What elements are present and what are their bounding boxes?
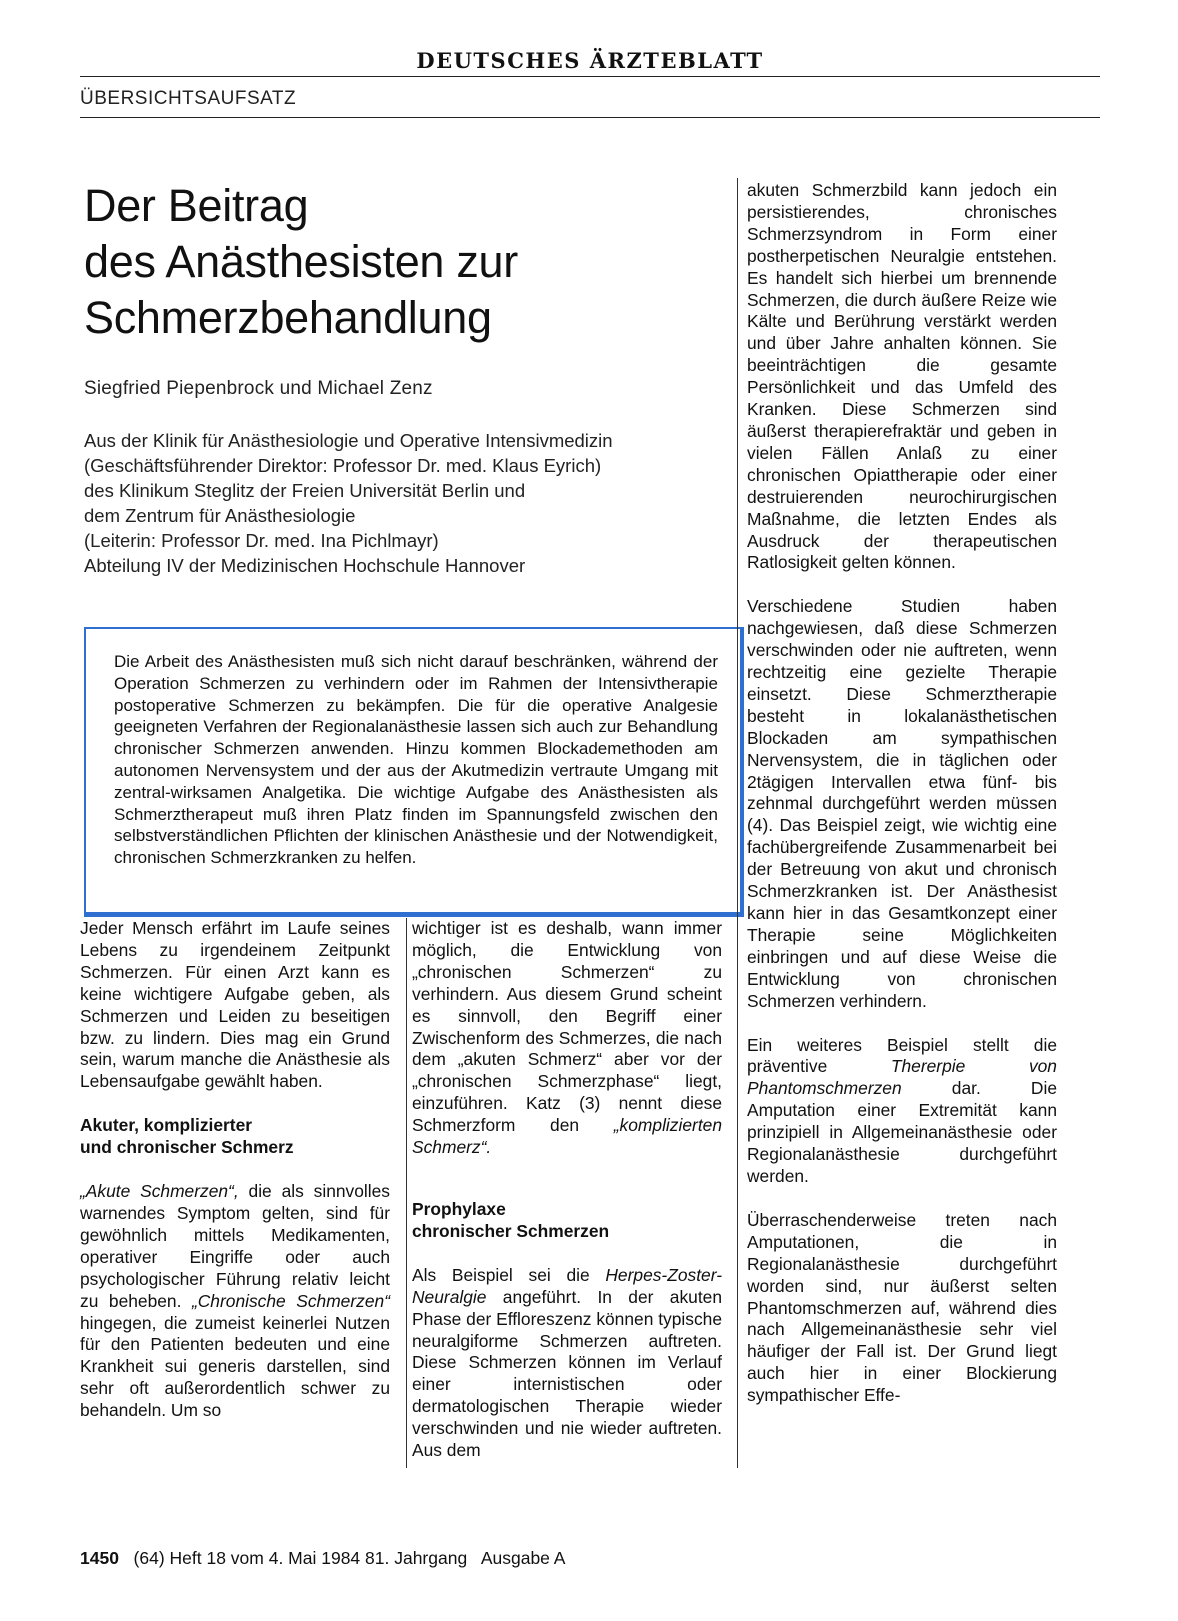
emphasis: „Chronische Schmerzen“ (191, 1290, 390, 1311)
affiliation-line: Abteilung IV der Medizinischen Hochschule Hannover (84, 555, 526, 576)
section-label: ÜBERSICHTSAUFSATZ (80, 88, 297, 109)
paragraph: akuten Schmerzbild kann jedoch ein persistierendes, chronisches Schmerzsyndrom in Form einer postherpetischen Neuralgie entstehen. Es handelt sich hierbei um brennende Schmerzen, die durch äußere Reize wie Kälte und Berührung verstärkt werden und über Jahre anhalten können. Sie beeinträchtigen die gesamte Persönlichkeit und das Umfeld des Kranken. Diese Schmerzen sind äußerst therapierefraktär und geben in vielen Fällen Anlaß zu einer chronischen Opiattherapie oder einer destruierenden neurochirurgischen Maßnahme, die letzten Endes als Ausdruck der therapeutischen Ratlosigkeit gelten können. (747, 180, 1057, 573)
emphasis: „komplizierten Schmerz“. (412, 1115, 722, 1158)
emphasis: „Akute Schmerzen“, (80, 1181, 239, 1202)
text-run: die als sinnvolles warnendes Symptom gelten, sind für gewöhnlich mittels Medikamenten, operativer Eingriffe oder auch psychologischer Führung relativ leicht zu beheben. (80, 1181, 390, 1311)
edition-info: Ausgabe A (480, 1548, 566, 1568)
paragraph (412, 918, 722, 1159)
text-run: dar. Die Amputation einer Extremität kann prinzipiell in Allgemeinanästhesie oder Regionalanästhesie durchgeführt werden. (747, 1078, 1057, 1186)
text-run: wichtiger ist es deshalb, wann immer möglich, die Entwicklung von „chronischen Schmerzen“ zu verhindern. Aus diesem Grund scheint es sinnvoll, den Begriff einer Zwischenform des Schmerzes, die nach dem „akuten Schmerz“ aber vor der „chronischen Schmerzphase“ liegt, einzuführen. Katz (3) nennt diese Schmerzform den (412, 918, 722, 1136)
emphasis: Thererpie von Phantomschmerzen (747, 1056, 1057, 1099)
title-line: Schmerzbehandlung (84, 292, 492, 343)
paragraph: Jeder Mensch erfährt im Laufe seines Lebens zu irgendeinem Zeitpunkt Schmerzen. Für einen Arzt kann es keine wichtigere Aufgabe geben, als Schmerzen und Leiden zu beseitigen bzw. zu lindern. Dies mag ein Grund sein, warum manche die Anästhesie als Lebensaufgabe gewählt haben. (80, 918, 390, 1092)
body-column-1 (80, 918, 390, 1422)
text-run: angeführt. In der akuten Phase der Effloreszenz können typische neuralgiforme Schmerzen auftreten. Diese Schmerzen können im Verlauf einer internistischen oder dermatologischen Therapie wieder verschwinden und nie wieder auftreten. Aus dem (412, 1286, 722, 1461)
paragraph: Verschiedene Studien haben nachgewiesen, daß diese Schmerzen verschwinden oder nie auftreten, wenn rechtzeitig eine gezielte Therapie einsetzt. Diese Schmerztherapie besteht in lokalanästhetischen Blockaden am sympathischen Nervensystem, die in täglichen oder 2tägigen Intervallen etwa fünf- bis zehnmal durchgeführt werden müssen (4). Das Beispiel zeigt, wie wichtig eine fachübergreifende Zusammenarbeit bei der Betreuung von akut und chronisch Schmerzkranken ist. Der Anästhesist kann hier in das Gesamtkonzept einer Therapie seine Möglichkeiten einbringen und auf diese Weise die Entwicklung von chronischen Schmerzen verhindern. (747, 596, 1057, 1011)
section-heading (80, 1115, 390, 1159)
affiliation-line: (Geschäftsführender Direktor: Professor Dr. med. Klaus Eyrich) (84, 455, 602, 476)
heading-line: und chronischer Schmerz (80, 1137, 294, 1158)
paragraph (747, 1035, 1057, 1188)
text-run: Als Beispiel sei die (412, 1264, 606, 1285)
text-run: hingegen, die zumeist keinerlei Nutzen für den Patienten bedeuten und eine Krankheit sui generis darstellen, sind sehr oft außerordentlich schwer zu behandeln. Um so (80, 1312, 390, 1421)
article-title (84, 178, 724, 346)
paragraph: Überraschenderweise treten nach Amputationen, die in Regionalanästhesie durchgeführt worden sind, nur äußerst selten Phantomschmerzen auf, während dies nach Allgemeinanästhesie sehr viel häufiger der Fall ist. Der Grund liegt auch hier in einer Blockierung sympathischer Effe- (747, 1209, 1057, 1406)
heading-line: Akuter, komplizierter (80, 1115, 253, 1136)
heading-line: chronischer Schmerzen (412, 1220, 610, 1241)
paragraph (80, 1181, 390, 1422)
affiliation-line: dem Zentrum für Anästhesiologie (84, 505, 356, 526)
paragraph (412, 1265, 722, 1462)
body-column-3 (747, 180, 1057, 1407)
page-number: 1450 (80, 1548, 119, 1568)
abstract-text: Die Arbeit des Anästhesisten muß sich nicht darauf beschränken, während der Operation Schmerzen zu verhindern oder im Rahmen der Intensivtherapie postoperative Schmerzen zu bekämpfen. Die für die operative Analgesie geeigneten Verfahren der Regionalanästhesie lassen sich auch zur Behandlung chronischer Schmerzen anwenden. Hinzu kommen Blockademethoden am autonomen Nervensystem und der aus der Akutmedizin vertraute Umgang mit zentral-wirksamen Analgetika. Die wichtige Aufgabe des Anästhesisten als Schmerztherapeut muß ihren Platz finden im Spannungsfeld zwischen den selbstverständlichen Pflichten der klinischen Anästhesie und der Notwendigkeit, chronischen Schmerzkranken zu helfen. (114, 652, 718, 868)
author-affiliation (84, 428, 744, 578)
title-line: Der Beitrag (84, 180, 309, 231)
journal-masthead: DEUTSCHES ÄRZTEBLATT (416, 48, 764, 73)
abstract-box (84, 627, 744, 917)
page-footer (80, 1548, 565, 1569)
section-heading (412, 1199, 722, 1243)
header-rule-bottom (80, 117, 1100, 118)
title-line: des Anästhesisten zur (84, 236, 518, 287)
affiliation-line: des Klinikum Steglitz der Freien Universität Berlin und (84, 480, 526, 501)
emphasis: Herpes-Zoster-Neuralgie (412, 1264, 722, 1307)
affiliation-line: Aus der Klinik für Anästhesiologie und Operative Intensivmedizin (84, 430, 613, 451)
column-divider (737, 178, 738, 1468)
affiliation-line: (Leiterin: Professor Dr. med. Ina Pichlmayr) (84, 530, 439, 551)
issue-info: (64) Heft 18 vom 4. Mai 1984 81. Jahrgang (133, 1548, 468, 1568)
text-run: Ein weiteres Beispiel stellt die präventive (747, 1034, 1057, 1077)
heading-line: Prophylaxe (412, 1198, 506, 1219)
column-divider (406, 918, 407, 1468)
article-authors: Siegfried Piepenbrock und Michael Zenz (84, 378, 433, 399)
body-column-2 (412, 918, 722, 1462)
header-rule-top (80, 76, 1100, 77)
